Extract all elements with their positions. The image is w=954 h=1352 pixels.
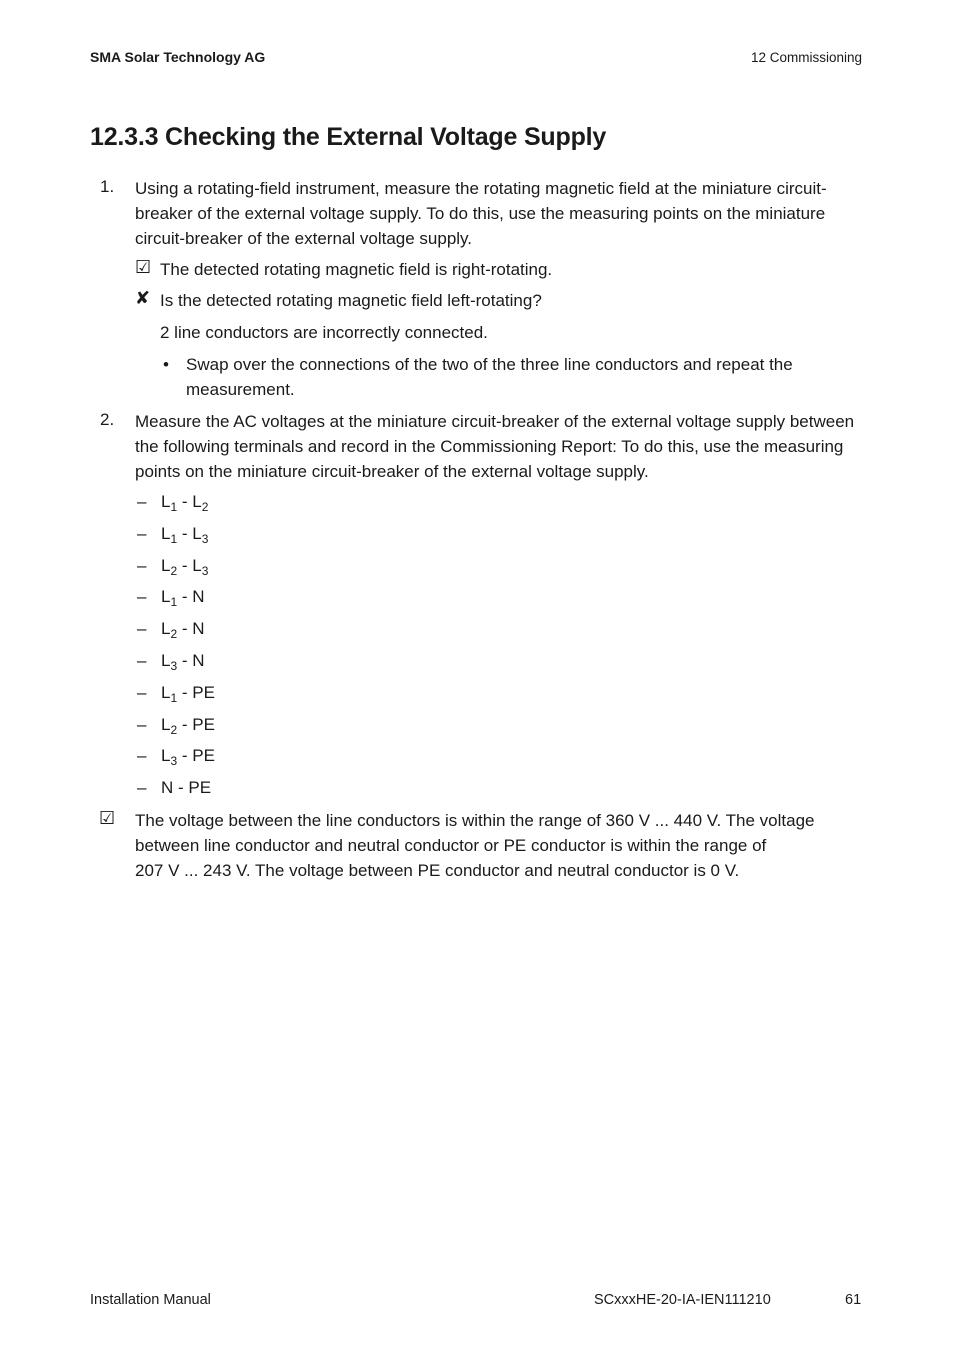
- terminal-b: L: [192, 556, 202, 575]
- terminal-a: N: [161, 778, 174, 797]
- terminal-a-index: 2: [170, 627, 178, 641]
- terminal-dash: –: [137, 524, 147, 543]
- terminal-separator: -: [177, 587, 193, 606]
- step-2-number: 2.: [100, 410, 115, 429]
- step-1-result-ok: The detected rotating magnetic field is right-rotating.: [160, 260, 553, 279]
- footer-doc-type: Installation Manual: [90, 1292, 211, 1308]
- terminal-b: N: [192, 587, 205, 606]
- terminal-separator: -: [177, 746, 193, 765]
- terminal-dash: –: [137, 651, 147, 670]
- terminal-separator: -: [177, 683, 193, 702]
- terminal-separator: -: [177, 715, 193, 734]
- step-1-number: 1.: [100, 177, 115, 196]
- terminal-b-index: 2: [201, 500, 209, 514]
- terminal-a-index: 2: [170, 564, 178, 578]
- terminal-b: PE: [192, 683, 215, 702]
- terminal-pair: [161, 556, 208, 576]
- check-icon: ☑: [135, 257, 152, 277]
- final-result-line-2: between line conductor and neutral conductor or PE conductor is within the range of: [135, 836, 767, 855]
- final-result-line-1: The voltage between the line conductors is within the range of 360 V ... 440 V. The voltage: [135, 811, 815, 830]
- terminal-pair: [161, 492, 208, 512]
- terminal-a-index: 1: [170, 532, 178, 546]
- header-company: SMA Solar Technology AG: [90, 49, 266, 65]
- terminal-a: L: [161, 587, 171, 606]
- cross-icon: ✘: [135, 288, 151, 308]
- header-chapter: 12 Commissioning: [750, 50, 862, 65]
- terminal-dash: –: [137, 587, 147, 606]
- terminal-b: L: [192, 524, 202, 543]
- terminal-a-index: 2: [170, 723, 178, 737]
- terminal-a: L: [161, 556, 171, 575]
- footer-doc-code: SCxxxHE-20-IA-IEN111210: [594, 1292, 771, 1308]
- terminal-pair: [161, 683, 215, 703]
- terminal-b: PE: [192, 715, 215, 734]
- step-1-result-error: Is the detected rotating magnetic field left-rotating?: [160, 291, 542, 310]
- terminal-a: L: [161, 524, 171, 543]
- terminal-dash: –: [137, 746, 147, 765]
- terminal-separator: -: [177, 492, 193, 511]
- terminal-dash: –: [137, 715, 147, 734]
- terminal-b-index: 3: [201, 564, 209, 578]
- final-result-line-3: 207 V ... 243 V. The voltage between PE conductor and neutral conductor is 0 V.: [135, 861, 740, 880]
- terminal-a: L: [161, 492, 171, 511]
- step-2-text: Measure the AC voltages at the miniature circuit-breaker of the external voltage supply between the following terminals and record in the Commissioning Report: To do this, use the measuring points on the miniature circuit-breaker of the external voltage supply.: [135, 412, 855, 481]
- terminal-a: L: [161, 715, 171, 734]
- step-1-bullet-action: Swap over the connections of the two of the three line conductors and repeat the measurement.: [186, 355, 793, 399]
- bullet-icon: •: [163, 355, 169, 374]
- terminal-a-index: 1: [170, 500, 178, 514]
- terminal-b: PE: [188, 778, 212, 797]
- terminal-b: PE: [192, 746, 215, 765]
- terminal-pair: [161, 651, 205, 671]
- terminal-b: N: [192, 651, 205, 670]
- terminal-separator: -: [177, 556, 193, 575]
- terminal-a-index: 3: [170, 659, 178, 673]
- terminal-b-index: 3: [201, 532, 209, 546]
- terminal-a-index: 1: [170, 595, 178, 609]
- terminal-pair: [161, 619, 205, 639]
- terminal-a: L: [161, 746, 171, 765]
- terminal-a-index: 1: [170, 691, 178, 705]
- terminal-separator: -: [177, 524, 193, 543]
- terminal-separator: -: [177, 619, 193, 638]
- terminal-pair: [161, 524, 208, 544]
- step-1-text: Using a rotating-field instrument, measure the rotating magnetic field at the miniature circuit-breaker of the external voltage supply. To do this, use the measuring points on the miniature circuit-breaker of the external voltage supply.: [135, 179, 827, 248]
- terminal-b: N: [192, 619, 205, 638]
- terminal-a: L: [161, 619, 171, 638]
- terminal-dash: –: [137, 556, 147, 575]
- terminal-a: L: [161, 683, 171, 702]
- terminal-pair: [161, 587, 205, 607]
- terminal-dash: –: [137, 778, 147, 797]
- section-title: 12.3.3 Checking the External Voltage Supply: [90, 123, 607, 151]
- terminal-separator: -: [173, 778, 189, 797]
- terminal-pair: [161, 715, 215, 735]
- terminal-a-index: 3: [170, 754, 178, 768]
- terminal-dash: –: [137, 683, 147, 702]
- terminal-b: L: [192, 492, 202, 511]
- terminal-pair: [161, 778, 211, 798]
- terminal-separator: -: [177, 651, 193, 670]
- terminal-a: L: [161, 651, 171, 670]
- footer-page-number: 61: [845, 1292, 862, 1308]
- terminal-dash: –: [137, 619, 147, 638]
- terminal-dash: –: [137, 492, 147, 511]
- step-1-cause: 2 line conductors are incorrectly connected.: [160, 323, 488, 342]
- final-check-icon: ☑: [99, 808, 116, 828]
- terminal-pair: [161, 746, 215, 766]
